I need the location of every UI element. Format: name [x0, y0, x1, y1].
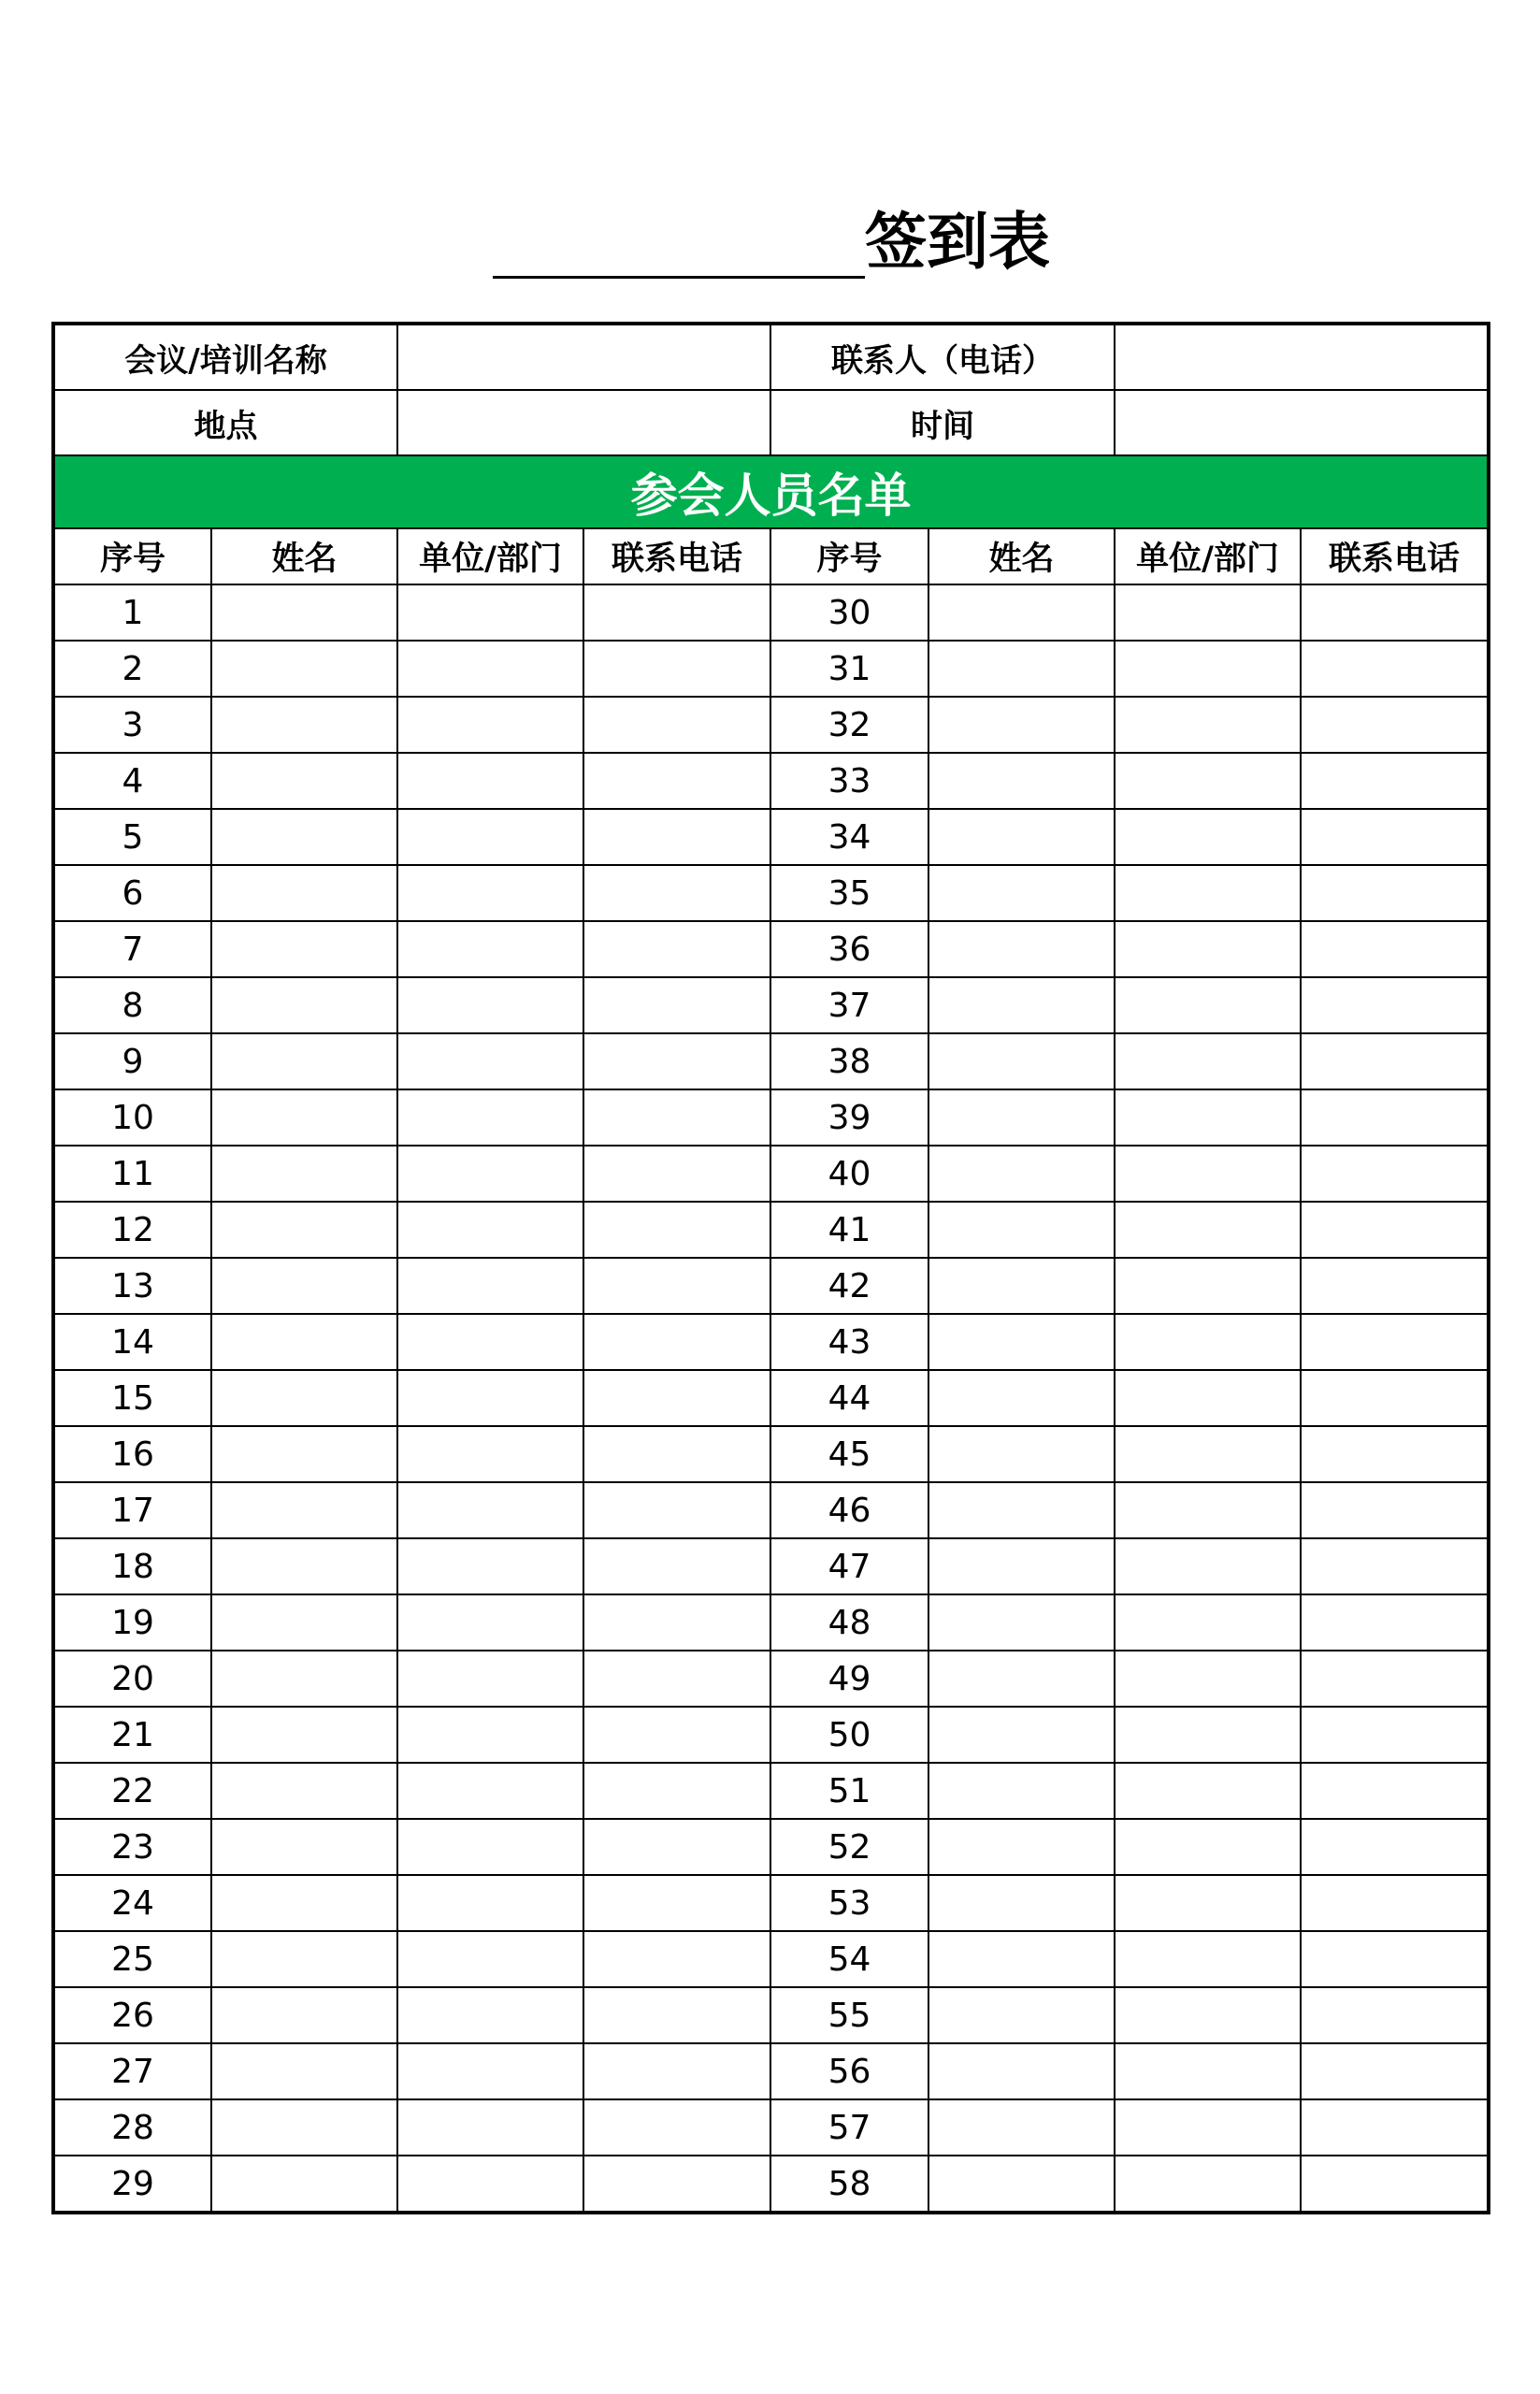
column-header-index: 序号 — [53, 528, 211, 584]
name-cell[interactable] — [211, 1594, 397, 1651]
name-cell[interactable] — [211, 1987, 397, 2043]
name-cell[interactable] — [211, 977, 397, 1033]
column-header-department: 单位/部门 — [1115, 528, 1301, 584]
name-cell[interactable] — [211, 1258, 397, 1314]
phone-cell[interactable] — [1301, 1089, 1489, 1146]
phone-cell[interactable] — [1301, 1875, 1489, 1931]
time-label: 时间 — [770, 390, 1115, 455]
row-index: 55 — [770, 1987, 928, 2043]
name-cell[interactable] — [211, 1707, 397, 1763]
sign-in-table — [51, 322, 1490, 2214]
table-row — [53, 1202, 1489, 1258]
table-row — [53, 584, 1489, 641]
department-cell[interactable] — [1115, 1763, 1301, 1819]
table-row — [53, 809, 1489, 865]
table-row — [53, 921, 1489, 977]
row-index: 12 — [53, 1202, 211, 1258]
row-index: 9 — [53, 1033, 211, 1089]
phone-cell[interactable] — [1301, 1987, 1489, 2043]
row-index: 34 — [770, 809, 928, 865]
name-cell[interactable] — [211, 1875, 397, 1931]
time-cell[interactable] — [1115, 390, 1489, 455]
department-cell[interactable] — [1115, 1033, 1301, 1089]
department-cell[interactable] — [397, 1538, 583, 1594]
row-index: 43 — [770, 1314, 928, 1370]
department-cell[interactable] — [1115, 1482, 1301, 1538]
location-cell[interactable] — [397, 390, 770, 455]
department-cell[interactable] — [397, 753, 583, 809]
phone-cell[interactable] — [1301, 697, 1489, 753]
row-index: 5 — [53, 809, 211, 865]
column-header-phone: 联系电话 — [1301, 528, 1489, 584]
phone-cell[interactable] — [1301, 2099, 1489, 2156]
phone-cell[interactable] — [1301, 584, 1489, 641]
name-cell[interactable] — [211, 1931, 397, 1987]
phone-cell[interactable] — [583, 1370, 770, 1426]
name-cell[interactable] — [928, 1370, 1115, 1426]
table-row — [53, 865, 1489, 921]
department-cell[interactable] — [1115, 1651, 1301, 1707]
department-cell[interactable] — [1115, 1538, 1301, 1594]
phone-cell[interactable] — [583, 1819, 770, 1875]
phone-cell[interactable] — [583, 1651, 770, 1707]
phone-cell[interactable] — [1301, 1819, 1489, 1875]
phone-cell[interactable] — [583, 641, 770, 697]
name-cell[interactable] — [928, 1987, 1115, 2043]
name-cell[interactable] — [211, 1370, 397, 1426]
table-row — [53, 977, 1489, 1033]
row-index: 52 — [770, 1819, 928, 1875]
row-index: 49 — [770, 1651, 928, 1707]
department-cell[interactable] — [397, 921, 583, 977]
department-cell[interactable] — [1115, 1146, 1301, 1202]
name-cell[interactable] — [211, 1819, 397, 1875]
phone-cell[interactable] — [1301, 809, 1489, 865]
row-index: 4 — [53, 753, 211, 809]
department-cell[interactable] — [1115, 584, 1301, 641]
column-header-name: 姓名 — [928, 528, 1115, 584]
phone-cell[interactable] — [583, 921, 770, 977]
department-cell[interactable] — [1115, 1202, 1301, 1258]
phone-cell[interactable] — [1301, 1314, 1489, 1370]
meeting-name-cell[interactable] — [397, 324, 770, 390]
name-cell[interactable] — [211, 921, 397, 977]
row-index: 28 — [53, 2099, 211, 2156]
department-cell[interactable] — [397, 1258, 583, 1314]
name-cell[interactable] — [928, 2099, 1115, 2156]
row-index: 7 — [53, 921, 211, 977]
department-cell[interactable] — [397, 865, 583, 921]
row-index: 2 — [53, 641, 211, 697]
row-index: 40 — [770, 1146, 928, 1202]
title-area — [0, 201, 1540, 285]
name-cell[interactable] — [211, 1033, 397, 1089]
name-cell[interactable] — [928, 1875, 1115, 1931]
department-cell[interactable] — [1115, 2043, 1301, 2099]
table-row — [53, 1875, 1489, 1931]
name-cell[interactable] — [928, 1651, 1115, 1707]
department-cell[interactable] — [397, 1763, 583, 1819]
attendee-banner-row — [53, 455, 1489, 528]
row-index: 51 — [770, 1763, 928, 1819]
phone-cell[interactable] — [583, 753, 770, 809]
phone-cell[interactable] — [583, 1089, 770, 1146]
name-cell[interactable] — [928, 1538, 1115, 1594]
table-row — [53, 1089, 1489, 1146]
row-index: 16 — [53, 1426, 211, 1482]
phone-cell[interactable] — [583, 1314, 770, 1370]
phone-cell[interactable] — [1301, 1033, 1489, 1089]
department-cell[interactable] — [397, 1594, 583, 1651]
table-row — [53, 1594, 1489, 1651]
phone-cell[interactable] — [583, 1033, 770, 1089]
row-index: 54 — [770, 1931, 928, 1987]
name-cell[interactable] — [211, 1763, 397, 1819]
phone-cell[interactable] — [583, 977, 770, 1033]
department-cell[interactable] — [1115, 1819, 1301, 1875]
name-cell[interactable] — [928, 1707, 1115, 1763]
row-index: 23 — [53, 1819, 211, 1875]
department-cell[interactable] — [1115, 697, 1301, 753]
table-row — [53, 697, 1489, 753]
department-cell[interactable] — [1115, 1314, 1301, 1370]
department-cell[interactable] — [1115, 1089, 1301, 1146]
department-cell[interactable] — [1115, 1987, 1301, 2043]
phone-cell[interactable] — [583, 2099, 770, 2156]
row-index: 13 — [53, 1258, 211, 1314]
row-index: 42 — [770, 1258, 928, 1314]
table-row — [53, 641, 1489, 697]
row-index: 21 — [53, 1707, 211, 1763]
department-cell[interactable] — [1115, 1370, 1301, 1426]
phone-cell[interactable] — [1301, 1707, 1489, 1763]
department-cell[interactable] — [397, 584, 583, 641]
row-index: 58 — [770, 2156, 928, 2213]
phone-cell[interactable] — [583, 1538, 770, 1594]
row-index: 1 — [53, 584, 211, 641]
department-cell[interactable] — [397, 1482, 583, 1538]
phone-cell[interactable] — [583, 1482, 770, 1538]
name-cell[interactable] — [211, 1538, 397, 1594]
phone-cell[interactable] — [1301, 1482, 1489, 1538]
row-index: 22 — [53, 1763, 211, 1819]
row-index: 56 — [770, 2043, 928, 2099]
name-cell[interactable] — [211, 2099, 397, 2156]
department-cell[interactable] — [397, 2156, 583, 2213]
name-cell[interactable] — [928, 1033, 1115, 1089]
row-index: 41 — [770, 1202, 928, 1258]
table-row — [53, 1033, 1489, 1089]
phone-cell[interactable] — [1301, 921, 1489, 977]
phone-cell[interactable] — [583, 1146, 770, 1202]
department-cell[interactable] — [1115, 1426, 1301, 1482]
department-cell[interactable] — [397, 697, 583, 753]
phone-cell[interactable] — [1301, 2043, 1489, 2099]
name-cell[interactable] — [211, 1089, 397, 1146]
attendee-list-banner: 参会人员名单 — [53, 455, 1489, 528]
phone-cell[interactable] — [583, 865, 770, 921]
phone-cell[interactable] — [1301, 865, 1489, 921]
department-cell[interactable] — [397, 1707, 583, 1763]
name-cell[interactable] — [928, 1426, 1115, 1482]
contact-label: 联系人（电话） — [770, 324, 1115, 390]
row-index: 37 — [770, 977, 928, 1033]
column-header-phone: 联系电话 — [583, 528, 770, 584]
department-cell[interactable] — [397, 1146, 583, 1202]
name-cell[interactable] — [211, 1202, 397, 1258]
department-cell[interactable] — [1115, 1931, 1301, 1987]
name-cell[interactable] — [928, 2043, 1115, 2099]
table-row — [53, 1146, 1489, 1202]
name-cell[interactable] — [928, 1819, 1115, 1875]
department-cell[interactable] — [397, 1089, 583, 1146]
table-row — [53, 2099, 1489, 2156]
name-cell[interactable] — [928, 865, 1115, 921]
name-cell[interactable] — [211, 2156, 397, 2213]
table-row — [53, 1538, 1489, 1594]
row-index: 44 — [770, 1370, 928, 1426]
row-index: 50 — [770, 1707, 928, 1763]
phone-cell[interactable] — [1301, 753, 1489, 809]
row-index: 15 — [53, 1370, 211, 1426]
name-cell[interactable] — [928, 697, 1115, 753]
name-cell[interactable] — [211, 865, 397, 921]
name-cell[interactable] — [928, 1594, 1115, 1651]
table-row — [53, 1763, 1489, 1819]
name-cell[interactable] — [928, 1482, 1115, 1538]
department-cell[interactable] — [1115, 2099, 1301, 2156]
phone-cell[interactable] — [1301, 1146, 1489, 1202]
department-cell[interactable] — [397, 1426, 583, 1482]
row-index: 36 — [770, 921, 928, 977]
title-blank-line — [493, 276, 865, 279]
phone-cell[interactable] — [583, 809, 770, 865]
phone-cell[interactable] — [1301, 1426, 1489, 1482]
table-row — [53, 1370, 1489, 1426]
row-index: 26 — [53, 1987, 211, 2043]
name-cell[interactable] — [211, 697, 397, 753]
phone-cell[interactable] — [1301, 1370, 1489, 1426]
department-cell[interactable] — [1115, 865, 1301, 921]
row-index: 35 — [770, 865, 928, 921]
phone-cell[interactable] — [583, 1875, 770, 1931]
row-index: 46 — [770, 1482, 928, 1538]
row-index: 10 — [53, 1089, 211, 1146]
table-row — [53, 1987, 1489, 2043]
table-row — [53, 1707, 1489, 1763]
row-index: 30 — [770, 584, 928, 641]
phone-cell[interactable] — [1301, 2156, 1489, 2213]
department-cell[interactable] — [397, 1202, 583, 1258]
name-cell[interactable] — [928, 977, 1115, 1033]
row-index: 32 — [770, 697, 928, 753]
row-index: 45 — [770, 1426, 928, 1482]
table-row — [53, 1651, 1489, 1707]
table-row — [53, 1819, 1489, 1875]
department-cell[interactable] — [1115, 1258, 1301, 1314]
department-cell[interactable] — [397, 1931, 583, 1987]
location-label: 地点 — [53, 390, 397, 455]
phone-cell[interactable] — [583, 1931, 770, 1987]
name-cell[interactable] — [928, 809, 1115, 865]
name-cell[interactable] — [928, 641, 1115, 697]
department-cell[interactable] — [1115, 977, 1301, 1033]
phone-cell[interactable] — [583, 1594, 770, 1651]
contact-cell[interactable] — [1115, 324, 1489, 390]
department-cell[interactable] — [1115, 809, 1301, 865]
name-cell[interactable] — [211, 584, 397, 641]
column-header-name: 姓名 — [211, 528, 397, 584]
row-index: 29 — [53, 2156, 211, 2213]
department-cell[interactable] — [397, 1033, 583, 1089]
department-cell[interactable] — [1115, 1707, 1301, 1763]
row-index: 47 — [770, 1538, 928, 1594]
name-cell[interactable] — [928, 921, 1115, 977]
row-index: 18 — [53, 1538, 211, 1594]
row-index: 38 — [770, 1033, 928, 1089]
table-row — [53, 1314, 1489, 1370]
name-cell[interactable] — [211, 1482, 397, 1538]
phone-cell[interactable] — [583, 2156, 770, 2213]
name-cell[interactable] — [928, 1146, 1115, 1202]
table-row — [53, 1931, 1489, 1987]
phone-cell[interactable] — [1301, 1763, 1489, 1819]
phone-cell[interactable] — [583, 1202, 770, 1258]
phone-cell[interactable] — [583, 2043, 770, 2099]
phone-cell[interactable] — [583, 1426, 770, 1482]
row-index: 31 — [770, 641, 928, 697]
phone-cell[interactable] — [1301, 977, 1489, 1033]
info-row-meeting — [53, 324, 1489, 390]
row-index: 14 — [53, 1314, 211, 1370]
row-index: 6 — [53, 865, 211, 921]
name-cell[interactable] — [928, 1763, 1115, 1819]
phone-cell[interactable] — [583, 584, 770, 641]
department-cell[interactable] — [1115, 1875, 1301, 1931]
name-cell[interactable] — [211, 1146, 397, 1202]
row-index: 19 — [53, 1594, 211, 1651]
name-cell[interactable] — [928, 1089, 1115, 1146]
department-cell[interactable] — [397, 2043, 583, 2099]
phone-cell[interactable] — [583, 1987, 770, 2043]
row-index: 11 — [53, 1146, 211, 1202]
department-cell[interactable] — [397, 1314, 583, 1370]
department-cell[interactable] — [397, 641, 583, 697]
phone-cell[interactable] — [1301, 1258, 1489, 1314]
column-header-index: 序号 — [770, 528, 928, 584]
department-cell[interactable] — [1115, 1594, 1301, 1651]
row-index: 27 — [53, 2043, 211, 2099]
name-cell[interactable] — [211, 1314, 397, 1370]
row-index: 48 — [770, 1594, 928, 1651]
row-index: 24 — [53, 1875, 211, 1931]
phone-cell[interactable] — [583, 697, 770, 753]
table-row — [53, 753, 1489, 809]
phone-cell[interactable] — [1301, 1538, 1489, 1594]
department-cell[interactable] — [397, 977, 583, 1033]
department-cell[interactable] — [397, 1819, 583, 1875]
department-cell[interactable] — [397, 1875, 583, 1931]
column-header-department: 单位/部门 — [397, 528, 583, 584]
table-row — [53, 2156, 1489, 2213]
department-cell[interactable] — [397, 1651, 583, 1707]
department-cell[interactable] — [397, 1370, 583, 1426]
info-row-location — [53, 390, 1489, 455]
department-cell[interactable] — [1115, 753, 1301, 809]
department-cell[interactable] — [397, 1987, 583, 2043]
department-cell[interactable] — [1115, 921, 1301, 977]
name-cell[interactable] — [211, 2043, 397, 2099]
row-index: 53 — [770, 1875, 928, 1931]
name-cell[interactable] — [211, 641, 397, 697]
row-index: 17 — [53, 1482, 211, 1538]
row-index: 8 — [53, 977, 211, 1033]
row-index: 33 — [770, 753, 928, 809]
department-cell[interactable] — [1115, 641, 1301, 697]
row-index: 3 — [53, 697, 211, 753]
department-cell[interactable] — [1115, 2156, 1301, 2213]
row-index: 20 — [53, 1651, 211, 1707]
name-cell[interactable] — [928, 1314, 1115, 1370]
phone-cell[interactable] — [1301, 641, 1489, 697]
name-cell[interactable] — [928, 753, 1115, 809]
attendee-rows — [53, 584, 1489, 2213]
meeting-name-label: 会议/培训名称 — [53, 324, 397, 390]
table-row — [53, 1482, 1489, 1538]
phone-cell[interactable] — [583, 1707, 770, 1763]
name-cell[interactable] — [928, 1202, 1115, 1258]
column-header-row — [53, 528, 1489, 584]
name-cell[interactable] — [211, 1426, 397, 1482]
table-row — [53, 1426, 1489, 1482]
row-index: 39 — [770, 1089, 928, 1146]
phone-cell[interactable] — [583, 1258, 770, 1314]
name-cell[interactable] — [928, 1931, 1115, 1987]
row-index: 25 — [53, 1931, 211, 1987]
page-title: 签到表 — [865, 206, 1050, 278]
name-cell[interactable] — [211, 809, 397, 865]
phone-cell[interactable] — [1301, 1202, 1489, 1258]
phone-cell[interactable] — [1301, 1931, 1489, 1987]
name-cell[interactable] — [211, 1651, 397, 1707]
row-index: 57 — [770, 2099, 928, 2156]
phone-cell[interactable] — [1301, 1651, 1489, 1707]
phone-cell[interactable] — [1301, 1594, 1489, 1651]
department-cell[interactable] — [397, 809, 583, 865]
department-cell[interactable] — [397, 2099, 583, 2156]
name-cell[interactable] — [211, 753, 397, 809]
name-cell[interactable] — [928, 2156, 1115, 2213]
table-row — [53, 1258, 1489, 1314]
phone-cell[interactable] — [583, 1763, 770, 1819]
table-row — [53, 2043, 1489, 2099]
name-cell[interactable] — [928, 1258, 1115, 1314]
name-cell[interactable] — [928, 584, 1115, 641]
